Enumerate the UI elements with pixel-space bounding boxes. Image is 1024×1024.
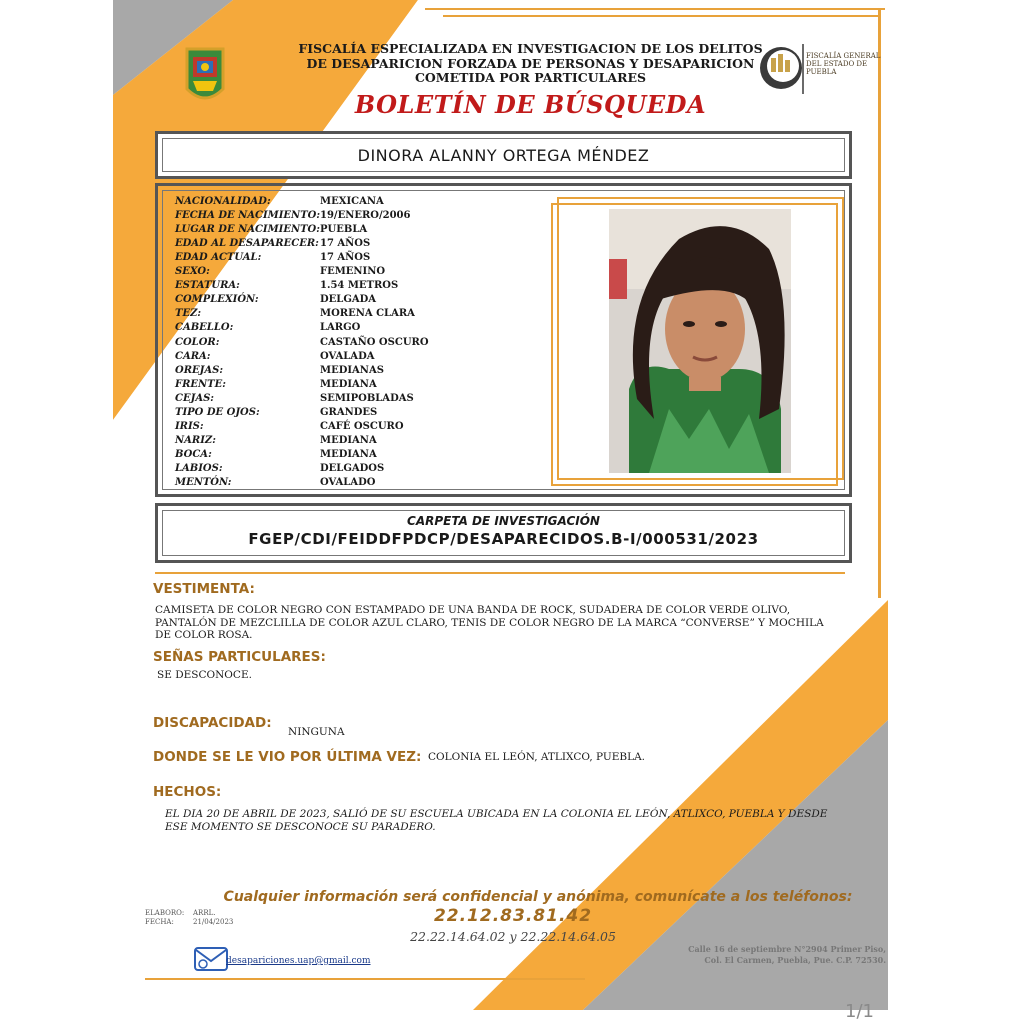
description-value: LARGO — [320, 322, 361, 334]
description-value: DELGADOS — [320, 462, 385, 474]
description-value: MEDIANA — [320, 434, 377, 446]
description-label: CABELLO: — [175, 322, 234, 334]
description-value: MEDIANAS — [320, 364, 384, 376]
bulletin-title: BOLETÍN DE BÚSQUEDA — [354, 90, 707, 119]
description-value: CAFÉ OSCURO — [320, 420, 404, 432]
description-value: 17 AÑOS — [320, 238, 371, 250]
logo-line-2: DEL ESTADO DE — [806, 60, 868, 68]
page-indicator: 1/1 — [845, 1001, 874, 1022]
description-row — [175, 265, 615, 279]
description-label: CEJAS: — [175, 392, 214, 404]
description-row — [175, 195, 615, 209]
senas-label: SEÑAS PARTICULARES: — [153, 649, 326, 665]
header-line-1: FISCALÍA ESPECIALIZADA EN INVESTIGACION DE LOS DELITOS — [298, 41, 763, 56]
hechos-text — [165, 808, 865, 833]
vestimenta-text — [155, 604, 875, 642]
contact-line: Cualquier información será confidencial y anónima, comunícate a los teléfonos: — [223, 889, 853, 905]
hechos-label: HECHOS: — [153, 784, 222, 800]
description-row — [175, 364, 615, 378]
description-value: 17 AÑOS — [320, 252, 371, 264]
frame-line-top-inner — [443, 15, 881, 17]
description-value: 1.54 METROS — [320, 280, 399, 292]
description-label: BOCA: — [175, 448, 212, 460]
description-value: MEDIANA — [320, 448, 377, 460]
elaboro-block — [145, 909, 233, 927]
office-address — [666, 944, 886, 966]
agency-header — [288, 42, 773, 86]
description-value: DELGADA — [320, 294, 377, 306]
description-label: COLOR: — [175, 336, 220, 348]
description-row — [175, 420, 615, 434]
address-line-2: Col. El Carmen, Puebla, Pue. C.P. 72530. — [704, 955, 886, 965]
logo-line-1: FISCALÍA GENERAL — [806, 52, 881, 60]
description-value: 19/ENERO/2006 — [320, 210, 411, 222]
description-row — [175, 434, 615, 448]
description-value: PUEBLA — [320, 224, 368, 236]
description-value: SEMIPOBLADAS — [320, 392, 414, 404]
hechos-line-1: EL DIA 20 DE ABRIL DE 2023, SALIÓ DE SU ESCUELA UBICADA EN LA COLONIA EL LEÓN, ATLIXCO, PUEBLA Y DESDE — [165, 808, 828, 820]
phone-alt[interactable]: 22.22.14.64.02 y 22.22.14.64.05 — [410, 929, 616, 944]
address-line-1: Calle 16 de septiembre N°2904 Primer Piso, — [688, 944, 886, 954]
vestimenta-line-2: PANTALÓN DE MEZCLILLA DE COLOR AZUL CLARO, TENIS DE COLOR NEGRO DE LA MARCA “CONVERSE” Y MOCHILA — [155, 616, 824, 629]
description-value: MORENA CLARA — [320, 308, 415, 320]
donde-label: DONDE SE LE VIO POR ÚLTIMA VEZ: — [153, 749, 422, 765]
vestimenta-label: VESTIMENTA: — [153, 581, 255, 597]
fecha-value: 21/04/2023 — [193, 918, 234, 926]
description-row — [175, 293, 615, 307]
description-label: EDAD ACTUAL: — [175, 252, 262, 264]
discapacidad-text: NINGUNA — [288, 726, 345, 738]
description-row — [175, 307, 615, 321]
description-label: FRENTE: — [175, 378, 226, 390]
elaboro-value: ARRL. — [193, 909, 216, 917]
description-label: ESTATURA: — [175, 280, 240, 292]
description-row — [175, 251, 615, 265]
description-value: FEMENINO — [320, 266, 386, 278]
description-label: COMPLEXIÓN: — [175, 294, 259, 306]
phone-main[interactable]: 22.12.83.81.42 — [433, 906, 593, 926]
header-line-3: COMETIDA POR PARTICULARES — [414, 70, 647, 85]
description-value: CASTAÑO OSCURO — [320, 336, 429, 348]
vestimenta-line-3: DE COLOR ROSA. — [155, 629, 253, 641]
description-row — [175, 279, 615, 293]
description-label: NACIONALIDAD: — [175, 196, 271, 207]
description-value: OVALADA — [320, 350, 375, 362]
description-row — [175, 392, 615, 406]
name-box — [155, 131, 852, 179]
logo-line-3: PUEBLA — [806, 68, 837, 76]
description-value: MEXICANA — [320, 196, 384, 207]
vestimenta-line-1: CAMISETA DE COLOR NEGRO CON ESTAMPADO DE UNA BANDA DE ROCK, SUDADERA DE COLOR VERDE OLIVO, — [155, 604, 791, 616]
description-row — [175, 448, 615, 462]
case-number: FGEP/CDI/FEIDDFPDCP/DESAPARECIDOS.B-I/000531/2023 — [248, 530, 759, 548]
bulletin-page — [113, 0, 888, 1010]
description-label: TIPO DE OJOS: — [175, 406, 260, 418]
description-label: MENTÓN: — [175, 477, 232, 488]
description-row — [175, 476, 615, 490]
description-row — [175, 378, 615, 392]
description-value: GRANDES — [320, 406, 378, 418]
description-label: LABIOS: — [175, 462, 223, 474]
person-name: DINORA ALANNY ORTEGA MÉNDEZ — [162, 138, 845, 172]
description-label: FECHA DE NACIMIENTO: — [175, 210, 321, 222]
contact-email[interactable]: desapariciones.uap@gmail.com — [226, 956, 371, 966]
frame-line-bottom — [145, 978, 585, 980]
frame-line-top — [425, 8, 885, 10]
discapacidad-label: DISCAPACIDAD: — [153, 715, 272, 731]
header-line-2: DE DESAPARICION FORZADA DE PERSONAS Y DESAPARICION — [306, 55, 755, 71]
donde-text: COLONIA EL LEÓN, ATLIXCO, PUEBLA. — [428, 751, 646, 763]
description-row — [175, 462, 615, 476]
description-row — [175, 209, 615, 223]
description-value: MEDIANA — [320, 378, 377, 390]
description-row — [175, 223, 615, 237]
description-label: CARA: — [175, 350, 211, 362]
description-label: EDAD AL DESAPARECER: — [175, 238, 319, 250]
description-row — [175, 406, 615, 420]
senas-text: SE DESCONOCE. — [157, 669, 252, 681]
description-row — [175, 321, 615, 335]
fiscalia-logo-text — [806, 52, 886, 76]
description-label: OREJAS: — [175, 364, 224, 376]
elaboro-key: ELABORO: — [145, 909, 185, 917]
description-label: NARIZ: — [175, 434, 216, 446]
description-row — [175, 336, 615, 350]
fecha-key: FECHA: — [145, 918, 174, 926]
description-row — [175, 350, 615, 364]
puebla-coat-of-arms-icon — [183, 45, 227, 109]
description-label: TEZ: — [175, 308, 202, 320]
case-label: CARPETA DE INVESTIGACIÓN — [407, 514, 600, 528]
email-at-icon — [194, 947, 228, 971]
description-label: IRIS: — [175, 420, 204, 432]
missing-person-photo — [609, 209, 791, 473]
description-label: SEXO: — [175, 266, 210, 278]
frame-line-mid — [155, 572, 845, 574]
description-value: OVALADO — [320, 477, 376, 488]
description-row — [175, 237, 615, 251]
hechos-line-2: ESE MOMENTO SE DESCONOCE SU PARADERO. — [165, 820, 436, 833]
description-label: LUGAR DE NACIMIENTO: — [175, 224, 320, 236]
